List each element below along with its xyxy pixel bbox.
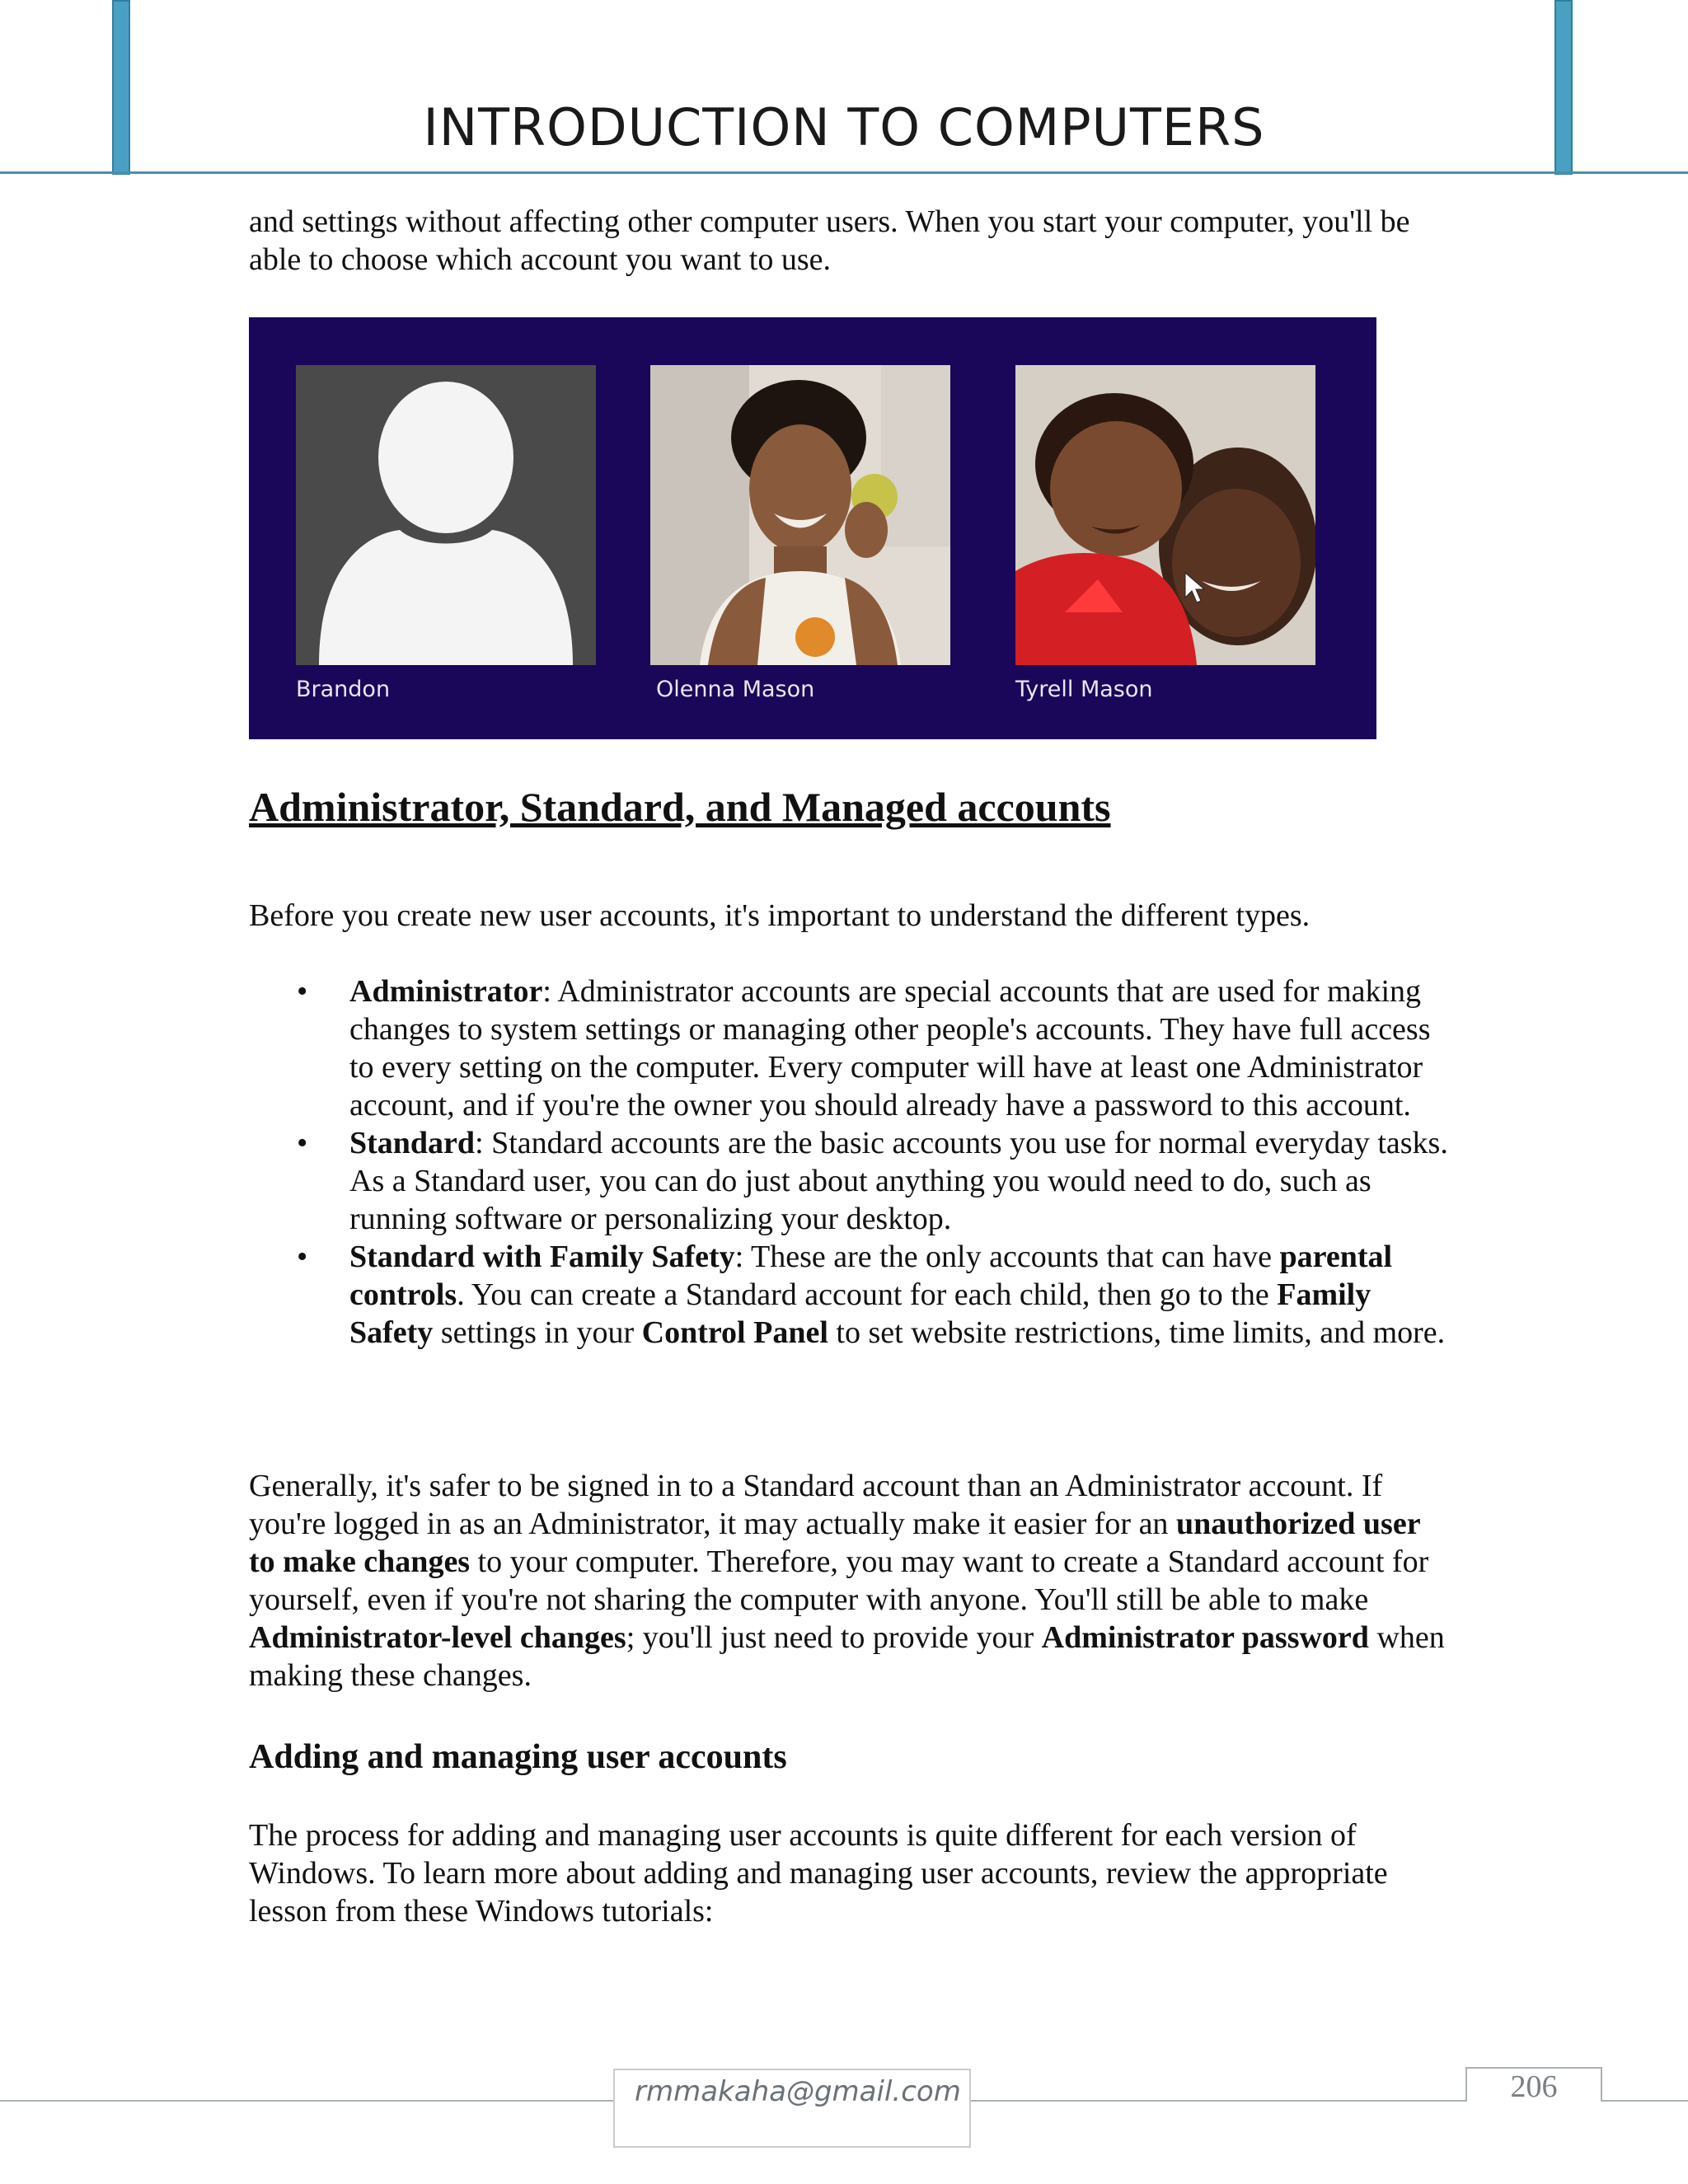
bullet-icon: • (297, 1126, 308, 1160)
account-tile-brandon (296, 365, 596, 665)
footer-rule-left (0, 2100, 615, 2102)
account-name-brandon: Brandon (296, 677, 391, 702)
intro-paragraph: and settings without affecting other computer users. When you start your computer, you'll be able to choose which account you want to use. (249, 204, 1410, 277)
closing-paragraph: The process for adding and managing user accounts is quite different for each version of Windows. To learn more about adding and managing user accounts, review the appropriate lesson from these Windows tutorials: (249, 1818, 1388, 1929)
account-name-olenna: Olenna Mason (656, 677, 815, 702)
footer-rule-right (1601, 2100, 1688, 2102)
bullet-icon: • (297, 974, 308, 1009)
generic-user-icon (296, 365, 596, 665)
section-heading: Administrator, Standard, and Managed accounts (249, 784, 1111, 830)
user-accounts-figure (249, 317, 1376, 739)
bullet-icon: • (297, 1240, 308, 1274)
page-header-title: INTRODUCTION TO COMPUTERS (423, 97, 1265, 157)
safety-paragraph: Generally, it's safer to be signed in to a Standard account than an Administrator account. If you're logged in as an Administrator, it may actually make it easier for an unauthorized user to make changes to your computer. Therefore, you may want to create a Standard account for yourself, even if you're not sharing the computer with anyone. You'll still be able to make Administrator-level changes; you'll just need to provide your Administrator password when making these changes. (249, 1469, 1445, 1693)
types-intro-paragraph: Before you create new user accounts, it's important to understand the different types. (249, 898, 1311, 933)
list-item-family-safety: • Standard with Family Safety: These are the only accounts that can have parental controls. You can create a Standard account for each child, then go to the Family Safety settings in your Control Panel to set website restrictions, time limits, and more. (297, 1240, 1446, 1350)
photo-woman-icon (650, 365, 950, 665)
subheading: Adding and managing user accounts (249, 1738, 787, 1776)
page-number: 206 (1510, 2069, 1558, 2104)
list-item-standard: • Standard: Standard accounts are the basic accounts you use for normal everyday tasks. As a Standard user, you can do just about anything you would need to do, such as running software or personalizing your desktop. (297, 1126, 1448, 1236)
footer-rule-middle (969, 2100, 1467, 2102)
list-item-administrator: • Administrator: Administrator accounts are special accounts that are used for making changes to system settings or managing other people's accounts. They have full access to every setting on the computer. Every computer will have at least one Administrator account, and if you're the owner you should already have a password to this account. (297, 974, 1431, 1122)
account-name-tyrell: Tyrell Mason (1015, 677, 1153, 702)
footer-email: rmmakaha@gmail.com (635, 2075, 961, 2108)
account-types-list (249, 972, 1452, 1352)
account-tile-olenna (650, 365, 950, 665)
account-tile-tyrell (1015, 365, 1315, 665)
header-rule (0, 171, 1688, 174)
photo-father-child-icon (1015, 365, 1315, 665)
